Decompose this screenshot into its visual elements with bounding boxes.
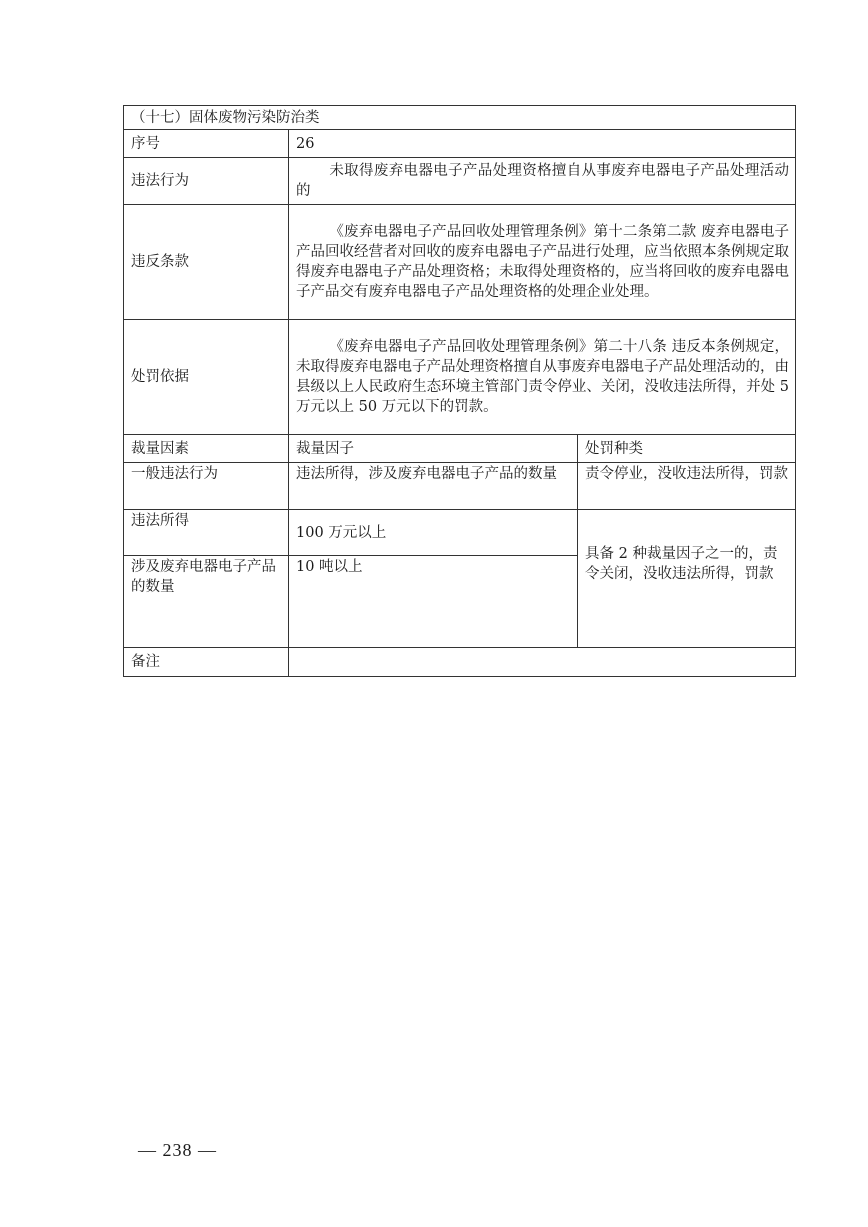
general-criteria: 违法所得，涉及废弃电器电子产品的数量 (289, 463, 578, 510)
serial-label: 序号 (124, 130, 289, 158)
quantity-factor: 涉及废弃电器电子产品的数量 (124, 556, 289, 648)
penalty-basis-label: 处罚依据 (124, 320, 289, 435)
section-title: （十七）固体废物污染防治类 (124, 106, 796, 130)
penalty-discretion-table (123, 105, 796, 677)
general-violation-row (124, 463, 796, 510)
violated-clause-label: 违反条款 (124, 205, 289, 320)
violation-label: 违法行为 (124, 158, 289, 205)
violated-clause-value: 《废弃电器电子产品回收处理管理条例》第十二条第二款 废弃电器电子产品回收经营者对回收的废弃电器电子产品进行处理，应当依照本条例规定取得废弃电器电子产品处理资格；未取得处理资格的，应当将回收的废弃电器电子产品交有废弃电器电子产品处理资格的处理企业处理。 (289, 205, 796, 320)
illegal-income-factor: 违法所得 (124, 510, 289, 556)
discretion-header-row (124, 435, 796, 463)
penalty-basis-row (124, 320, 796, 435)
violation-value: 未取得废弃电器电子产品处理资格擅自从事废弃电器电子产品处理活动的 (289, 158, 796, 205)
page-number: — 238 — (138, 1140, 217, 1160)
illegal-income-row (124, 510, 796, 556)
quantity-criteria: 10 吨以上 (289, 556, 578, 648)
section-title-row (124, 106, 796, 130)
serial-row (124, 130, 796, 158)
violated-clause-row (124, 205, 796, 320)
general-factor: 一般违法行为 (124, 463, 289, 510)
serial-value: 26 (289, 130, 796, 158)
header-criteria: 裁量因子 (289, 435, 578, 463)
remarks-label: 备注 (124, 648, 289, 677)
general-penalty: 责令停业，没收违法所得，罚款 (578, 463, 796, 510)
remarks-value (289, 648, 796, 677)
header-penalty-type: 处罚种类 (578, 435, 796, 463)
remarks-row (124, 648, 796, 677)
severe-penalty: 具备 2 种裁量因子之一的，责令关闭，没收违法所得，罚款 (578, 510, 796, 648)
illegal-income-criteria: 100 万元以上 (289, 510, 578, 556)
header-factor: 裁量因素 (124, 435, 289, 463)
penalty-basis-value: 《废弃电器电子产品回收处理管理条例》第二十八条 违反本条例规定，未取得废弃电器电子产品处理资格擅自从事废弃电器电子产品处理活动的，由县级以上人民政府生态环境主管部门责令停业、关闭，没收违法所得，并处 5 万元以上 50 万元以下的罚款。 (289, 320, 796, 435)
violation-row (124, 158, 796, 205)
